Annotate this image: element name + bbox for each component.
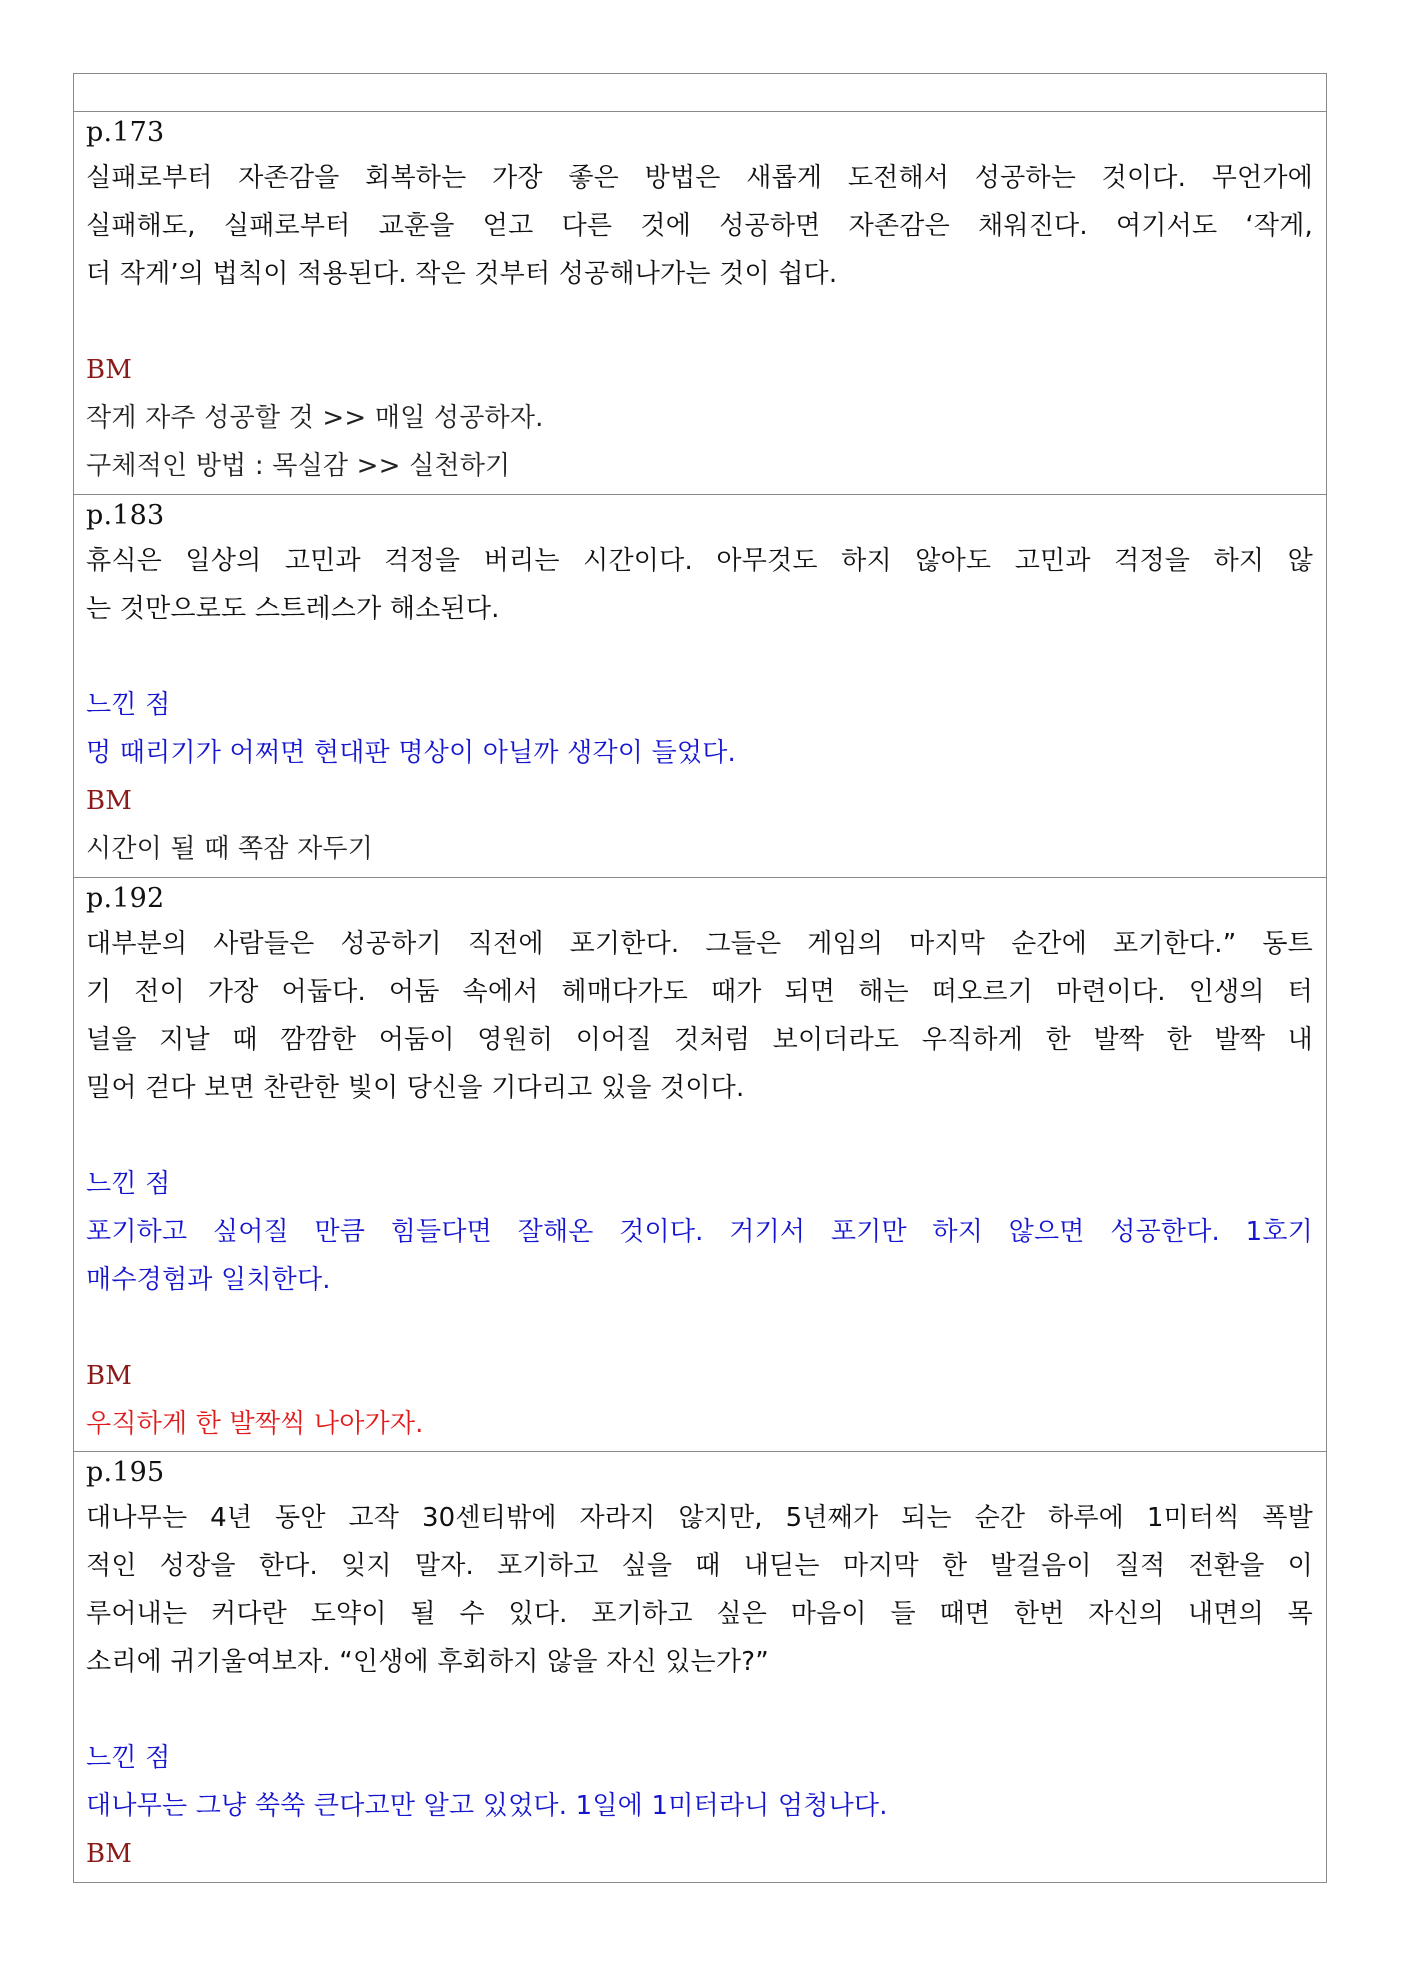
feel-label: 느낀 점 [86, 1169, 171, 1199]
notes-table [73, 73, 1327, 1883]
feel-line: 매수경험과 일치한다. [86, 1265, 331, 1295]
quote-line: 는 것만으로도 스트레스가 해소된다. [86, 594, 500, 624]
feel-label: 느낀 점 [86, 1743, 171, 1773]
quote-line: 더 작게’의 법칙이 적용된다. 작은 것부터 성공해나가는 것이 쉽다. [86, 259, 838, 289]
page-number: p.183 [86, 500, 165, 531]
bm-line: 시간이 될 때 쪽잠 자두기 [86, 834, 374, 864]
feel-line: 대나무는 그냥 쑥쑥 큰다고만 알고 있었다. 1일에 1미터라니 엄청나다. [86, 1791, 888, 1821]
section-p173 [74, 112, 1326, 495]
bm-line: 우직하게 한 발짝씩 나아가자. [86, 1409, 424, 1439]
feel-label: 느낀 점 [86, 690, 171, 720]
page-number: p.195 [86, 1457, 165, 1488]
quote-paragraph [86, 154, 1313, 298]
quote-paragraph [86, 1494, 1313, 1686]
quote-paragraph [86, 920, 1313, 1112]
quote-line: 널을 지날 때 깜깜한 어둠이 영원히 이어질 것처럼 보이더라도 우직하게 한 발짝 한 발짝 내 [86, 1025, 1313, 1055]
bm-label: BM [86, 786, 133, 816]
quote-line: 소리에 귀기울여보자. “인생에 후회하지 않을 자신 있는가?” [86, 1647, 769, 1677]
feel-paragraph [86, 1208, 1313, 1304]
feel-line: 멍 때리기가 어쩌면 현대판 명상이 아닐까 생각이 들었다. [86, 738, 736, 768]
quote-line: 대부분의 사람들은 성공하기 직전에 포기한다. 그들은 게임의 마지막 순간에 포기한다.” 동트 [86, 929, 1313, 959]
section-p195 [74, 1452, 1326, 1882]
quote-line: 적인 성장을 한다. 잊지 말자. 포기하고 싶을 때 내딛는 마지막 한 발걸음이 질적 전환을 이 [86, 1551, 1313, 1581]
bm-label: BM [86, 1361, 133, 1391]
feel-line: 포기하고 싶어질 만큼 힘들다면 잘해온 것이다. 거기서 포기만 하지 않으면 성공한다. 1호기 [86, 1217, 1313, 1247]
quote-line: 루어내는 커다란 도약이 될 수 있다. 포기하고 싶은 마음이 들 때면 한번 자신의 내면의 목 [86, 1599, 1313, 1629]
bm-line: 구체적인 방법 : 목실감 >> 실천하기 [86, 451, 511, 481]
page-number: p.192 [86, 883, 165, 914]
bm-line: 작게 자주 성공할 것 >> 매일 성공하자. [86, 403, 544, 433]
page-number: p.173 [86, 117, 165, 148]
bm-label: BM [86, 355, 133, 385]
quote-paragraph [86, 537, 1313, 633]
quote-line: 실패로부터 자존감을 회복하는 가장 좋은 방법은 새롭게 도전해서 성공하는 것이다. 무언가에 [86, 163, 1313, 193]
quote-line: 실패해도, 실패로부터 교훈을 얻고 다른 것에 성공하면 자존감은 채워진다. 여기서도 ‘작게, [86, 211, 1313, 241]
quote-line: 대나무는 4년 동안 고작 30센티밖에 자라지 않지만, 5년째가 되는 순간 하루에 1미터씩 폭발 [86, 1503, 1313, 1533]
bm-label: BM [86, 1839, 133, 1869]
section-p183 [74, 495, 1326, 878]
quote-line: 휴식은 일상의 고민과 걱정을 버리는 시간이다. 아무것도 하지 않아도 고민과 걱정을 하지 않 [86, 546, 1313, 576]
header-blank-row [74, 74, 1326, 112]
quote-line: 밀어 걷다 보면 찬란한 빛이 당신을 기다리고 있을 것이다. [86, 1073, 745, 1103]
section-p192 [74, 878, 1326, 1452]
quote-line: 기 전이 가장 어둡다. 어둠 속에서 헤매다가도 때가 되면 해는 떠오르기 마련이다. 인생의 터 [86, 977, 1313, 1007]
